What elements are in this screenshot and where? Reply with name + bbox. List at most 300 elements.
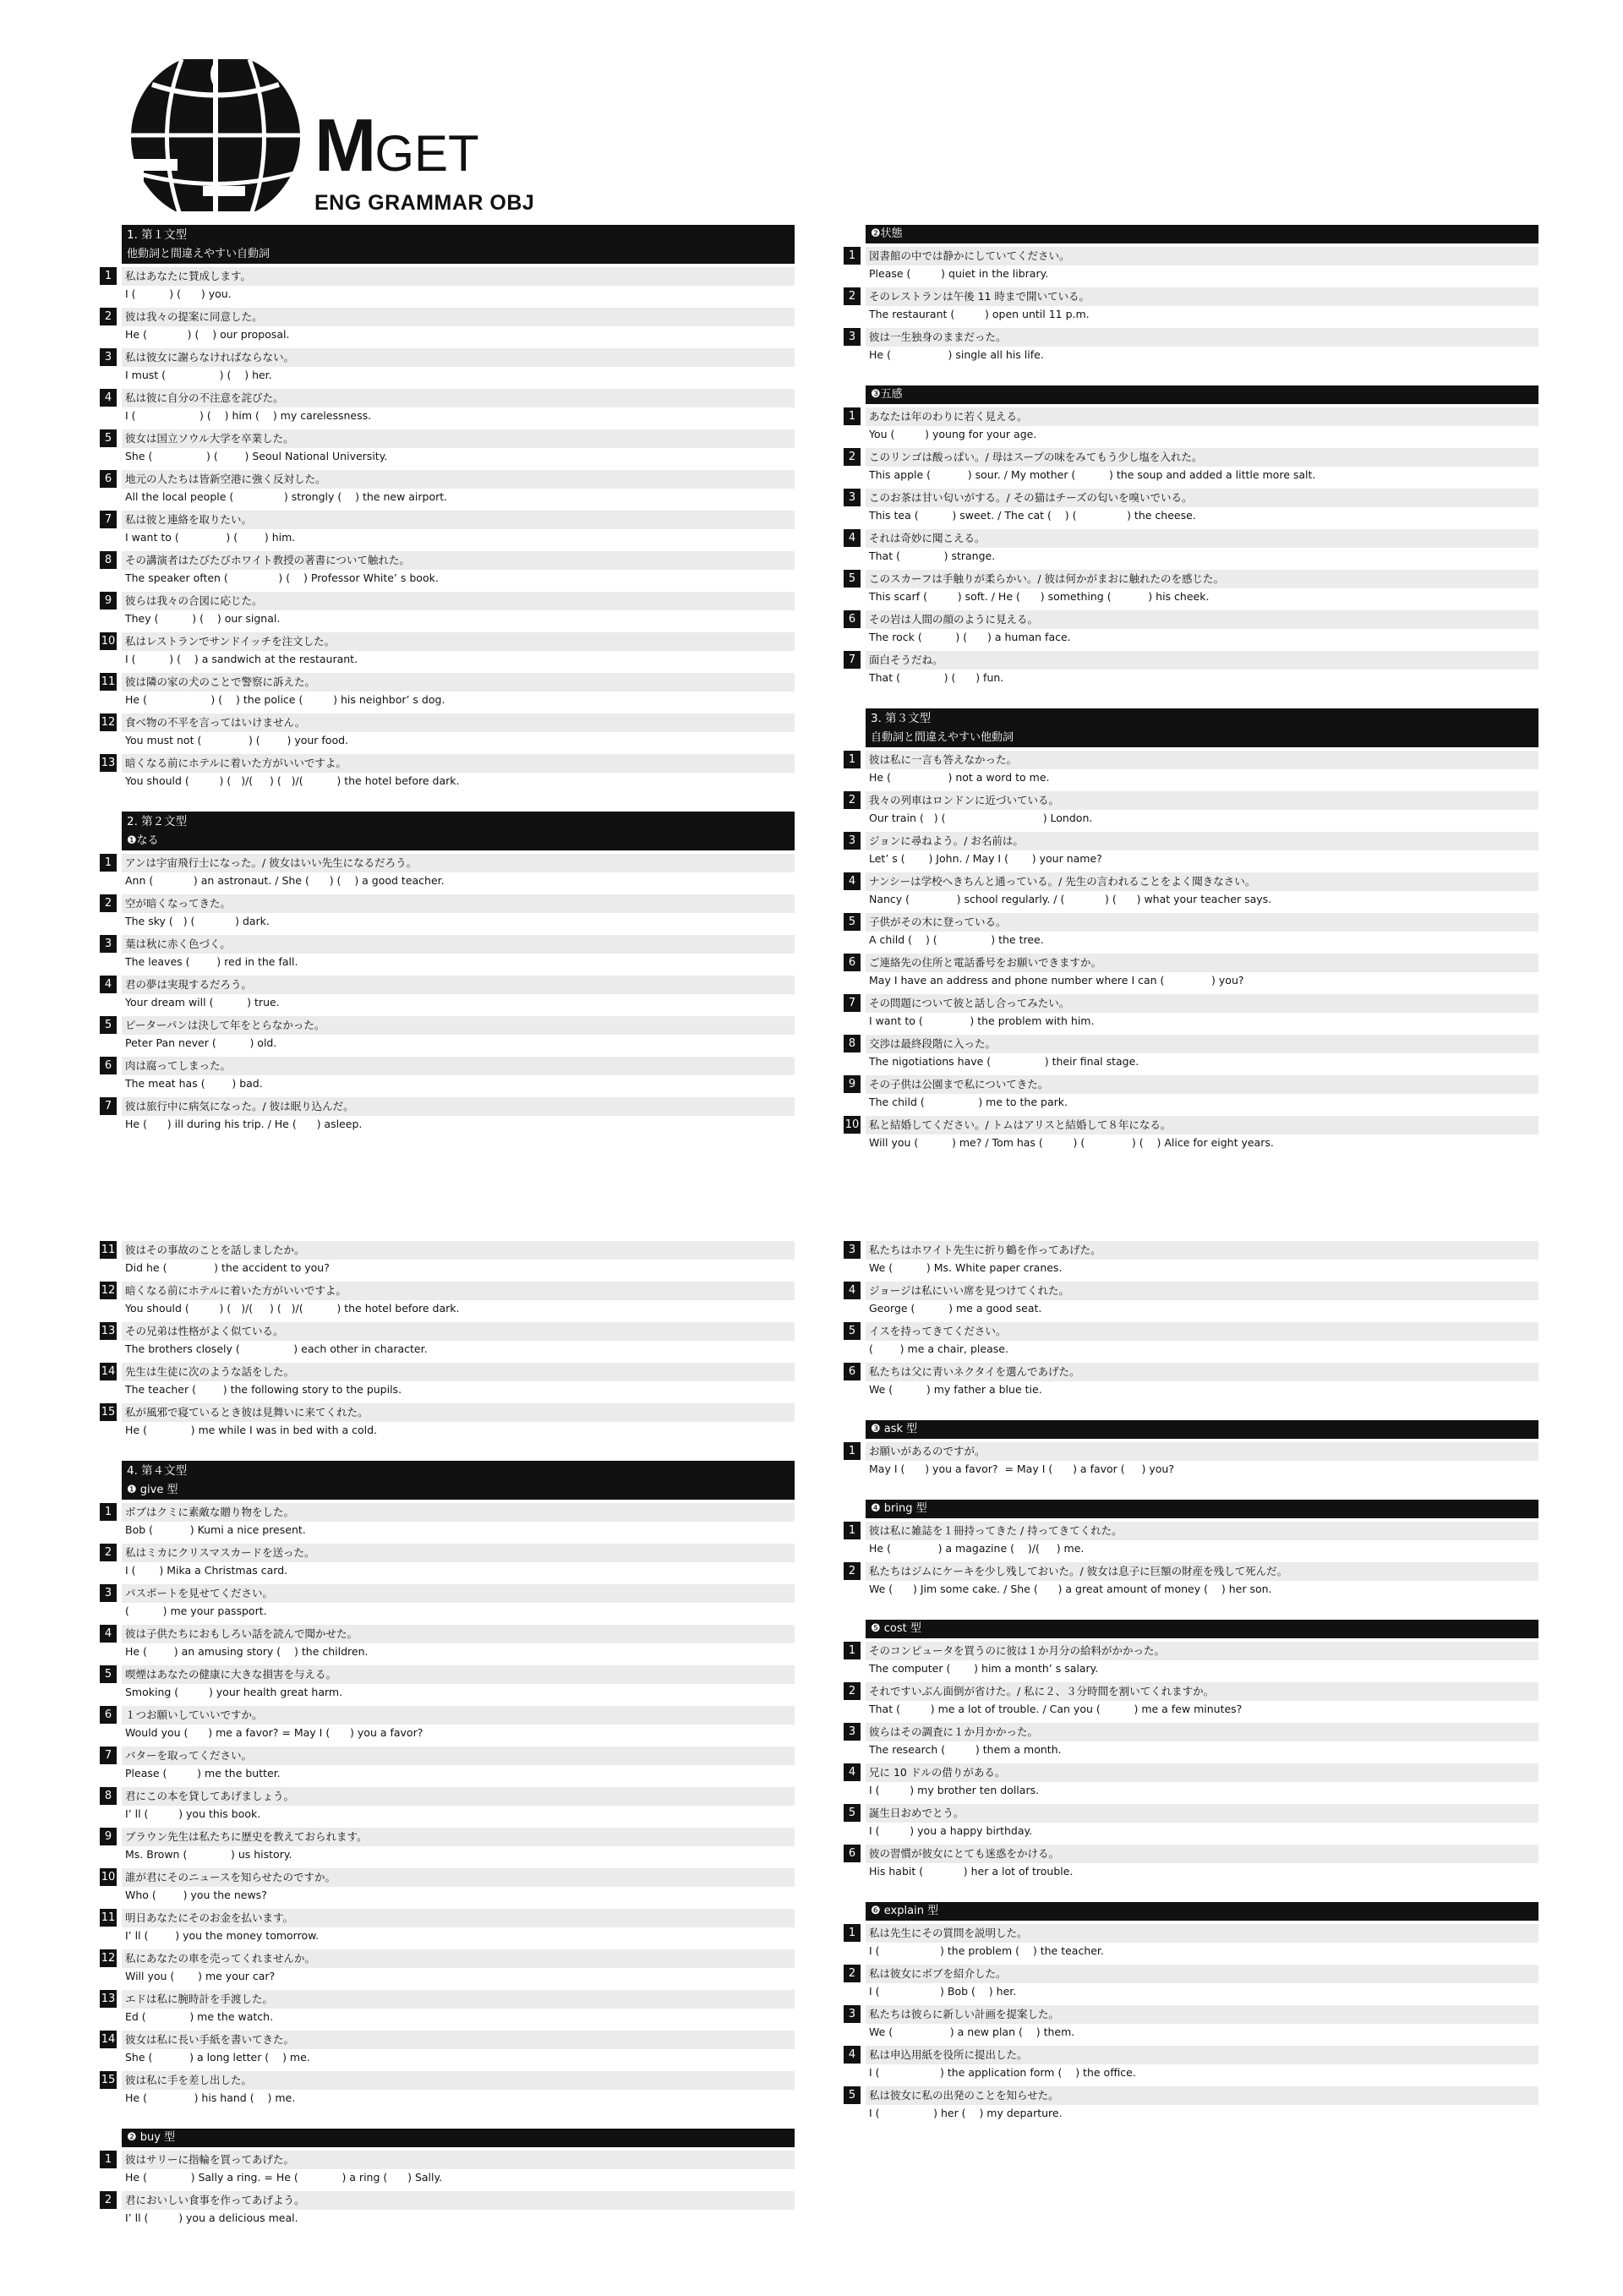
english-blank-sentence: He ( ) Sally a ring. = He ( ) a ring ( ) Sally.	[125, 2171, 443, 2184]
japanese-sentence: 彼はサリーに指輪を買ってあげた。	[122, 2151, 795, 2169]
brand-name-m: M	[314, 103, 375, 187]
subsection-header: ❷状態	[866, 225, 1538, 243]
exercise-item	[844, 747, 1538, 788]
exercise-item	[844, 1359, 1538, 1400]
english-blank-sentence: I ( ) ( ) a sandwich at the restaurant.	[125, 653, 358, 665]
english-blank-sentence: Ed ( ) me the watch.	[125, 2010, 274, 2023]
english-blank-sentence: Ms. Brown ( ) us history.	[125, 1848, 292, 1861]
item-number: 12	[100, 1282, 117, 1299]
english-blank-sentence: I want to ( ) the problem with him.	[869, 1014, 1095, 1027]
english-blank-sentence: The brothers closely ( ) each other in character.	[125, 1342, 428, 1355]
exercise-item	[844, 1112, 1538, 1153]
japanese-sentence: １つお願いしていいですか。	[122, 1706, 795, 1725]
exercise-item	[844, 1238, 1538, 1278]
japanese-sentence: 暗くなる前にホテルに着いた方がいいですよ。	[122, 1282, 795, 1300]
exercise-item	[844, 2083, 1538, 2124]
japanese-sentence: 彼は私に一言も答えなかった。	[866, 751, 1538, 769]
exercise-item	[100, 629, 795, 670]
exercise-item	[100, 1053, 795, 1094]
item-number: 13	[100, 754, 117, 772]
exercise-item	[844, 404, 1538, 445]
english-blank-sentence: Your dream will ( ) true.	[125, 996, 280, 1009]
exercise-item	[844, 869, 1538, 910]
subsection-header: ❶なる	[122, 832, 795, 850]
brand-subtitle: ENG GRAMMAR OBJ	[314, 191, 535, 215]
japanese-sentence: 私たちは彼らに新しい計画を提案した。	[866, 2005, 1538, 2024]
english-blank-sentence: You ( ) young for your age.	[869, 428, 1037, 440]
english-blank-sentence: The restaurant ( ) open until 11 p.m.	[869, 308, 1090, 320]
exercise-item	[100, 1319, 795, 1359]
item-number: 4	[100, 976, 117, 993]
exercise-item	[100, 1987, 795, 2027]
item-number: 2	[100, 308, 117, 325]
japanese-sentence: ジョンに尋ねよう。/ お名前は。	[866, 832, 1538, 850]
japanese-sentence: バターを取ってください。	[122, 1747, 795, 1765]
item-number: 6	[100, 1706, 117, 1724]
exercise-item	[844, 788, 1538, 828]
item-number: 2	[844, 791, 861, 809]
exercise-item	[844, 1518, 1538, 1559]
japanese-sentence: その兄弟は性格がよく似ている。	[122, 1322, 795, 1341]
item-number: 1	[100, 267, 117, 285]
item-number: 1	[100, 2151, 117, 2168]
english-blank-sentence: He ( ) ill during his trip. / He ( ) asleep.	[125, 1118, 363, 1130]
item-number: 11	[100, 1241, 117, 1259]
item-number: 1	[844, 1442, 861, 1460]
item-number: 4	[844, 529, 861, 547]
english-blank-sentence: The meat has ( ) bad.	[125, 1077, 263, 1090]
japanese-sentence: そのレストランは午後 11 時まで開いている。	[866, 287, 1538, 306]
japanese-sentence: 肉は腐ってしまった。	[122, 1057, 795, 1075]
section-header: 4. 第４文型	[122, 1461, 795, 1481]
english-blank-sentence: Peter Pan never ( ) old.	[125, 1036, 277, 1049]
item-number: 5	[844, 2086, 861, 2104]
english-blank-sentence: He ( ) me while I was in bed with a cold.	[125, 1424, 377, 1436]
japanese-sentence: その子供は公園まで私についてきた。	[866, 1075, 1538, 1094]
item-number: 2	[844, 1562, 861, 1580]
english-blank-sentence: George ( ) me a good seat.	[869, 1302, 1042, 1315]
english-blank-sentence: This scarf ( ) soft. / He ( ) something ( ) his cheek.	[869, 590, 1210, 603]
exercise-item	[100, 304, 795, 345]
japanese-sentence: それは奇妙に聞こえる。	[866, 529, 1538, 548]
japanese-sentence: それですいぶん面倒が省けた。/ 私に２、３分時間を割いてくれますか。	[866, 1682, 1538, 1701]
item-number: 8	[100, 551, 117, 569]
english-blank-sentence: I ( ) ( ) you.	[125, 287, 232, 300]
exercise-item	[844, 607, 1538, 648]
english-blank-sentence: I ( ) Mika a Christmas card.	[125, 1564, 288, 1577]
japanese-sentence: 先生は生徒に次のような話をした。	[122, 1363, 795, 1381]
section-header: 3. 第３文型	[866, 708, 1538, 729]
exercise-section	[844, 1420, 1538, 1479]
subsection-header: 他動詞と間違えやすい自動詞	[122, 245, 795, 264]
japanese-sentence: 彼は私に手を差し出した。	[122, 2071, 795, 2090]
exercise-item	[100, 264, 795, 304]
item-number: 9	[100, 592, 117, 610]
item-number: 9	[100, 1828, 117, 1845]
exercise-section	[844, 708, 1538, 1153]
japanese-sentence: 彼は我々の提案に同意した。	[122, 308, 795, 326]
exercise-item	[844, 1638, 1538, 1679]
exercise-item	[100, 426, 795, 467]
japanese-sentence: 私にあなたの車を売ってくれませんか。	[122, 1949, 795, 1968]
japanese-sentence: ブラウン先生は私たちに歴史を教えておられます。	[122, 1828, 795, 1846]
exercise-item	[100, 1581, 795, 1621]
japanese-sentence: 私は彼女に私の出発のことを知らせた。	[866, 2086, 1538, 2105]
item-number: 1	[100, 1503, 117, 1521]
item-number: 6	[100, 470, 117, 488]
item-number: 2	[844, 1965, 861, 1982]
english-blank-sentence: ( ) me a chair, please.	[869, 1342, 1008, 1355]
english-blank-sentence: A child ( ) ( ) the tree.	[869, 933, 1044, 946]
english-blank-sentence: Smoking ( ) your health great harm.	[125, 1686, 343, 1698]
english-blank-sentence: Ann ( ) an astronaut. / She ( ) ( ) a good teacher.	[125, 874, 445, 887]
exercise-item	[844, 485, 1538, 526]
english-blank-sentence: Will you ( ) me your car?	[125, 1970, 276, 1982]
japanese-sentence: 彼は旅行中に病気になった。/ 彼は眠り込んだ。	[122, 1097, 795, 1116]
japanese-sentence: 子供がその木に登っている。	[866, 913, 1538, 932]
japanese-sentence: その講演者はたびたびホワイト教授の著書について触れた。	[122, 551, 795, 570]
english-blank-sentence: Our train ( ) ( ) London.	[869, 812, 1093, 824]
english-blank-sentence: I’ ll ( ) you this book.	[125, 1807, 261, 1820]
exercise-item	[844, 566, 1538, 607]
exercise-section	[100, 812, 795, 1134]
english-blank-sentence: I ( ) the application form ( ) the office.	[869, 2066, 1136, 2079]
japanese-sentence: 明日あなたにそのお金を払います。	[122, 1909, 795, 1927]
japanese-sentence: 私はレストランでサンドイッチを注文した。	[122, 632, 795, 651]
item-number: 3	[100, 1584, 117, 1602]
item-number: 12	[100, 713, 117, 731]
english-blank-sentence: He ( ) ( ) our proposal.	[125, 328, 290, 341]
item-number: 14	[100, 2031, 117, 2048]
english-blank-sentence: I’ ll ( ) you the money tomorrow.	[125, 1929, 320, 1942]
english-blank-sentence: She ( ) a long letter ( ) me.	[125, 2051, 310, 2064]
item-number: 3	[100, 348, 117, 366]
japanese-sentence: 我々の列車はロンドンに近づいている。	[866, 791, 1538, 810]
japanese-sentence: 誰が君にそのニュースを知らせたのですか。	[122, 1868, 795, 1887]
english-blank-sentence: We ( ) Ms. White paper cranes.	[869, 1261, 1063, 1274]
exercise-item	[100, 507, 795, 548]
japanese-sentence: 彼らはその調査に１か月かかった。	[866, 1723, 1538, 1741]
japanese-sentence: 私はあなたに賛成します。	[122, 267, 795, 286]
subsection-header: ❸ ask 型	[866, 1420, 1538, 1439]
exercise-item	[100, 1703, 795, 1743]
english-blank-sentence: Let’ s ( ) John. / May I ( ) your name?	[869, 852, 1102, 865]
english-blank-sentence: Who ( ) you the news?	[125, 1889, 267, 1901]
japanese-sentence: 私たちはホワイト先生に折り鶴を作ってあげた。	[866, 1241, 1538, 1260]
english-blank-sentence: Please ( ) quiet in the library.	[869, 267, 1049, 280]
subsection-header: ❸五感	[866, 385, 1538, 404]
exercise-item	[844, 1921, 1538, 1961]
japanese-sentence: 彼は子供たちにおもしろい話を読んで聞かせた。	[122, 1625, 795, 1643]
english-blank-sentence: Nancy ( ) school regularly. / ( ) ( ) what your teacher says.	[869, 893, 1272, 905]
item-number: 6	[844, 1845, 861, 1862]
english-blank-sentence: He ( ) single all his life.	[869, 348, 1044, 361]
english-blank-sentence: I ( ) her ( ) my departure.	[869, 2107, 1063, 2119]
subsection-header: ❻ explain 型	[866, 1902, 1538, 1921]
japanese-sentence: イスを持ってきてください。	[866, 1322, 1538, 1341]
english-blank-sentence: I want to ( ) ( ) him.	[125, 531, 296, 544]
item-number: 1	[844, 407, 861, 425]
exercise-item	[100, 1500, 795, 1540]
english-blank-sentence: May I have an address and phone number where I can ( ) you?	[869, 974, 1244, 987]
subsection-header: ❷ buy 型	[122, 2129, 795, 2147]
japanese-sentence: 私は先生にその質問を説明した。	[866, 1924, 1538, 1943]
item-number: 5	[844, 913, 861, 931]
japanese-sentence: 誕生日おめでとう。	[866, 1804, 1538, 1823]
item-number: 6	[100, 1057, 117, 1074]
exercise-item	[844, 1719, 1538, 1760]
english-blank-sentence: The leaves ( ) red in the fall.	[125, 955, 298, 968]
english-blank-sentence: Will you ( ) me? / Tom has ( ) ( ) ( ) Alice for eight years.	[869, 1136, 1274, 1149]
item-number: 6	[844, 954, 861, 971]
subsection-header: 自動詞と間違えやすい他動詞	[866, 729, 1538, 747]
exercise-item	[100, 345, 795, 385]
japanese-sentence: ピーターパンは決して年をとらなかった。	[122, 1016, 795, 1035]
exercise-item	[100, 1865, 795, 1905]
exercise-item	[100, 891, 795, 932]
english-blank-sentence: I ( ) ( ) him ( ) my carelessness.	[125, 409, 372, 422]
exercise-item	[100, 1743, 795, 1784]
japanese-sentence: このリンゴは酸っぱい。/ 母はスープの味をみてもう少し塩を入れた。	[866, 448, 1538, 467]
japanese-sentence: アンは宇宙飛行士になった。/ 彼女はいい先生になるだろう。	[122, 854, 795, 872]
english-blank-sentence: She ( ) ( ) Seoul National University.	[125, 450, 388, 462]
item-number: 5	[100, 429, 117, 447]
english-blank-sentence: You should ( ) ( )/( ) ( )/( ) the hotel before dark.	[125, 774, 460, 787]
exercise-item	[100, 2147, 795, 2188]
page2-right-column	[844, 1238, 1538, 2144]
japanese-sentence: 私はミカにクリスマスカードを送った。	[122, 1544, 795, 1562]
item-number: 1	[844, 247, 861, 265]
item-number: 1	[844, 1522, 861, 1539]
english-blank-sentence: The nigotiations have ( ) their final stage.	[869, 1055, 1139, 1068]
exercise-item	[100, 1540, 795, 1581]
item-number: 5	[100, 1665, 117, 1683]
exercise-item	[844, 284, 1538, 325]
exercise-item	[100, 1238, 795, 1278]
item-number: 11	[100, 673, 117, 691]
english-blank-sentence: Would you ( ) me a favor? = May I ( ) you a favor?	[125, 1726, 424, 1739]
japanese-sentence: 食べ物の不平を言ってはいけません。	[122, 713, 795, 732]
english-blank-sentence: He ( ) a magazine ( )/( ) me.	[869, 1542, 1085, 1555]
exercise-item	[844, 1961, 1538, 2002]
item-number: 4	[844, 1282, 861, 1299]
english-blank-sentence: The computer ( ) him a month’ s salary.	[869, 1662, 1099, 1675]
exercise-item	[844, 828, 1538, 869]
english-blank-sentence: May I ( ) you a favor? = May I ( ) a favor ( ) you?	[869, 1462, 1174, 1475]
exercise-item	[100, 385, 795, 426]
exercise-item	[844, 1072, 1538, 1112]
exercise-item	[844, 1679, 1538, 1719]
english-blank-sentence: His habit ( ) her a lot of trouble.	[869, 1865, 1074, 1878]
exercise-item	[100, 1278, 795, 1319]
item-number: 9	[844, 1075, 861, 1093]
japanese-sentence: 彼女は国立ソウル大学を卒業した。	[122, 429, 795, 448]
exercise-item	[100, 467, 795, 507]
subsection-header: ❶ give 型	[122, 1481, 795, 1500]
exercise-section	[844, 1500, 1538, 1599]
item-number: 4	[844, 1763, 861, 1781]
english-blank-sentence: The rock ( ) ( ) a human face.	[869, 631, 1071, 643]
english-blank-sentence: This tea ( ) sweet. / The cat ( ) ( ) the cheese.	[869, 509, 1196, 522]
exercise-item	[100, 548, 795, 588]
japanese-sentence: 私は彼女にボブを紹介した。	[866, 1965, 1538, 1983]
item-number: 3	[844, 2005, 861, 2023]
japanese-sentence: 私は彼に自分の不注意を詫びた。	[122, 389, 795, 407]
english-blank-sentence: They ( ) ( ) our signal.	[125, 612, 281, 625]
english-blank-sentence: I ( ) Bob ( ) her.	[869, 1985, 1017, 1998]
japanese-sentence: 君にこの本を貸してあげましょう。	[122, 1787, 795, 1806]
exercise-item	[100, 932, 795, 972]
english-blank-sentence: You must not ( ) ( ) your food.	[125, 734, 349, 746]
exercise-item	[100, 1094, 795, 1134]
english-blank-sentence: Did he ( ) the accident to you?	[125, 1261, 330, 1274]
item-number: 15	[100, 2071, 117, 2089]
exercise-item	[844, 991, 1538, 1031]
japanese-sentence: 彼らは我々の合図に応じた。	[122, 592, 795, 610]
page1-right-column	[844, 225, 1538, 1173]
japanese-sentence: 私と結婚してください。/ トムはアリスと結婚して８年になる。	[866, 1116, 1538, 1134]
english-blank-sentence: He ( ) his hand ( ) me.	[125, 2091, 296, 2104]
english-blank-sentence: I must ( ) ( ) her.	[125, 369, 272, 381]
exercise-item	[844, 325, 1538, 365]
exercise-section	[844, 385, 1538, 688]
exercise-section	[844, 225, 1538, 365]
japanese-sentence: エドは私に腕時計を手渡した。	[122, 1990, 795, 2009]
item-number: 5	[844, 1804, 861, 1822]
japanese-sentence: パスポートを見せてください。	[122, 1584, 795, 1603]
item-number: 8	[844, 1035, 861, 1052]
section-header: 2. 第２文型	[122, 812, 795, 832]
item-number: 2	[100, 1544, 117, 1561]
exercise-item	[844, 1319, 1538, 1359]
item-number: 10	[100, 1868, 117, 1886]
japanese-sentence: ナンシーは学校へきちんと通っている。/ 先生の言われることをよく聞きなさい。	[866, 872, 1538, 891]
item-number: 13	[100, 1322, 117, 1340]
english-blank-sentence: The research ( ) them a month.	[869, 1743, 1062, 1756]
english-blank-sentence: We ( ) Jim some cake. / She ( ) a great amount of money ( ) her son.	[869, 1583, 1272, 1595]
item-number: 2	[844, 1682, 861, 1700]
page2-left-column	[100, 1238, 795, 2249]
english-blank-sentence: He ( ) not a word to me.	[869, 771, 1050, 784]
english-blank-sentence: That ( ) me a lot of trouble. / Can you ( ) me a few minutes?	[869, 1703, 1243, 1715]
japanese-sentence: 私たちは父に青いネクタイを選んであげた。	[866, 1363, 1538, 1381]
exercise-item	[844, 1841, 1538, 1882]
item-number: 3	[844, 1723, 861, 1741]
exercise-section	[844, 1902, 1538, 2124]
exercise-item	[100, 588, 795, 629]
exercise-item	[100, 1946, 795, 1987]
japanese-sentence: あなたは年のわりに若く見える。	[866, 407, 1538, 426]
japanese-sentence: 私は彼女に謝らなければならない。	[122, 348, 795, 367]
english-blank-sentence: The child ( ) me to the park.	[869, 1096, 1068, 1108]
item-number: 2	[844, 448, 861, 466]
exercise-item	[100, 2188, 795, 2228]
exercise-item	[844, 1031, 1538, 1072]
item-number: 4	[844, 2046, 861, 2064]
exercise-item	[844, 445, 1538, 485]
item-number: 5	[844, 570, 861, 588]
japanese-sentence: 君においしい食事を作ってあげよう。	[122, 2191, 795, 2210]
exercise-section	[100, 1461, 795, 2108]
japanese-sentence: ご連絡先の住所と電話番号をお願いできますか。	[866, 954, 1538, 972]
japanese-sentence: 図書館の中では静かにしていてください。	[866, 247, 1538, 265]
exercise-item	[844, 1439, 1538, 1479]
japanese-sentence: 私は申込用紙を役所に提出した。	[866, 2046, 1538, 2064]
item-number: 8	[100, 1787, 117, 1805]
item-number: 7	[100, 511, 117, 528]
exercise-item	[100, 1824, 795, 1865]
exercise-item	[100, 1621, 795, 1662]
exercise-item	[100, 2068, 795, 2108]
item-number: 3	[844, 328, 861, 346]
exercise-item	[844, 1278, 1538, 1319]
page1-left-column	[100, 225, 795, 1155]
exercise-item	[100, 710, 795, 751]
item-number: 11	[100, 1909, 117, 1927]
item-number: 1	[844, 1642, 861, 1659]
exercise-item	[100, 1662, 795, 1703]
english-blank-sentence: He ( ) an amusing story ( ) the children.	[125, 1645, 369, 1658]
item-number: 7	[100, 1097, 117, 1115]
item-number: 7	[844, 994, 861, 1012]
exercise-item	[100, 1905, 795, 1946]
japanese-sentence: その問題について彼と話し合ってみたい。	[866, 994, 1538, 1013]
exercise-item	[100, 670, 795, 710]
exercise-item	[844, 2002, 1538, 2042]
english-blank-sentence: ( ) me your passport.	[125, 1604, 267, 1617]
brand-name-rest: GET	[374, 125, 479, 182]
japanese-sentence: その岩は人間の顔のように見える。	[866, 610, 1538, 629]
japanese-sentence: 喫煙はあなたの健康に大きな損害を与える。	[122, 1665, 795, 1684]
exercise-item	[100, 1359, 795, 1400]
exercise-section	[100, 225, 795, 791]
item-number: 15	[100, 1403, 117, 1421]
exercise-item	[844, 910, 1538, 950]
english-blank-sentence: We ( ) my father a blue tie.	[869, 1383, 1042, 1396]
exercise-item	[100, 1784, 795, 1824]
section-header: 1. 第１文型	[122, 225, 795, 245]
exercise-item	[844, 648, 1538, 688]
japanese-sentence: 彼は一生独身のままだった。	[866, 328, 1538, 347]
item-number: 14	[100, 1363, 117, 1380]
item-number: 5	[844, 1322, 861, 1340]
item-number: 7	[100, 1747, 117, 1764]
japanese-sentence: 交渉は最終段階に入った。	[866, 1035, 1538, 1053]
english-blank-sentence: I ( ) you a happy birthday.	[869, 1824, 1033, 1837]
english-blank-sentence: He ( ) ( ) the police ( ) his neighbor’ s dog.	[125, 693, 445, 706]
item-number: 10	[100, 632, 117, 650]
item-number: 3	[844, 1241, 861, 1259]
exercise-item	[844, 1559, 1538, 1599]
english-blank-sentence: That ( ) ( ) fun.	[869, 671, 1004, 684]
exercise-item	[844, 526, 1538, 566]
item-number: 3	[844, 832, 861, 850]
japanese-sentence: このお茶は甘い匂いがする。/ その猫はチーズの匂いを嗅いでいる。	[866, 489, 1538, 507]
japanese-sentence: 空が暗くなってきた。	[122, 894, 795, 913]
japanese-sentence: このスカーフは手触りが柔らかい。/ 彼は何かがまおに触れたのを感じた。	[866, 570, 1538, 588]
english-blank-sentence: Bob ( ) Kumi a nice present.	[125, 1523, 306, 1536]
english-blank-sentence: I’ ll ( ) you a delicious meal.	[125, 2211, 298, 2224]
japanese-sentence: そのコンピュータを買うのに彼は１か月分の給料がかかった。	[866, 1642, 1538, 1660]
english-blank-sentence: Please ( ) me the butter.	[125, 1767, 281, 1779]
item-number: 2	[100, 894, 117, 912]
exercise-item	[844, 1760, 1538, 1801]
item-number: 2	[844, 287, 861, 305]
japanese-sentence: 私は彼と連絡を取りたい。	[122, 511, 795, 529]
exercise-item	[844, 243, 1538, 284]
exercise-section	[844, 1238, 1538, 1400]
subsection-header: ❹ bring 型	[866, 1500, 1538, 1518]
